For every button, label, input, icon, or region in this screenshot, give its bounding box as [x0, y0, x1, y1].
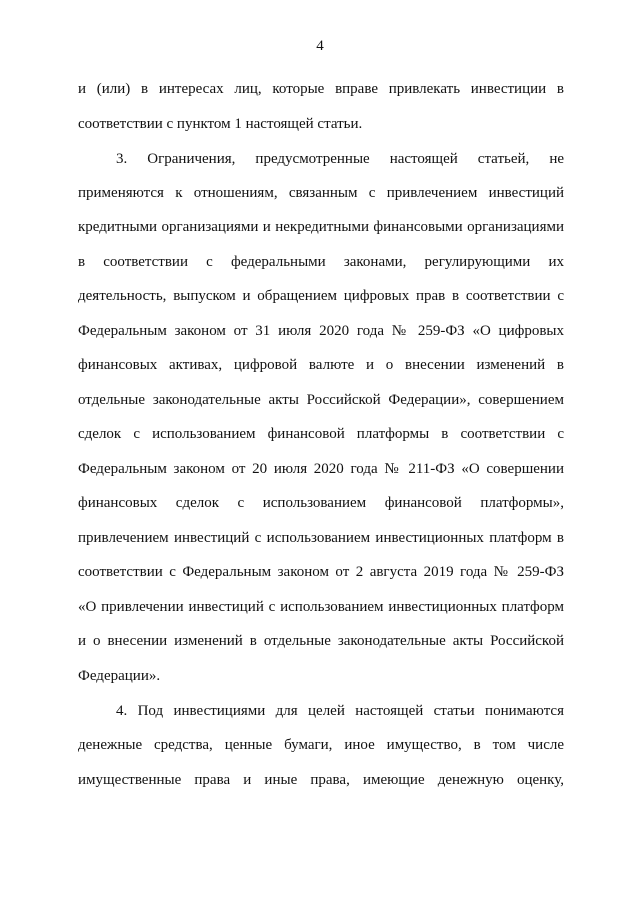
- text-line: привлечением инвестиций с использованием инвестиционных платформ в: [78, 530, 564, 546]
- text-line: отдельные законодательные акты Российской Федерации», совершением: [78, 392, 564, 408]
- text-line: и о внесении изменений в отдельные законодательные акты Российской: [78, 633, 564, 649]
- text-line: Федеральным законом от 20 июля 2020 года № 211-ФЗ «О совершении: [78, 461, 564, 477]
- paragraph-3-start: 3. Ограничения, предусмотренные настоящей статьей, не: [116, 151, 564, 167]
- text-line: Федерации».: [78, 668, 161, 684]
- text-line: кредитными организациями и некредитными финансовыми организациями: [78, 219, 564, 235]
- text-line: в соответствии с федеральными законами, регулирующими их: [78, 254, 564, 270]
- text-line: соответствии с пунктом 1 настоящей статьи.: [78, 116, 363, 132]
- text-line: деятельность, выпуском и обращением цифровых прав в соответствии с: [78, 288, 564, 304]
- text-line: денежные средства, ценные бумаги, иное имущество, в том числе: [78, 737, 564, 753]
- text-line: сделок с использованием финансовой платформы в соответствии с: [78, 426, 564, 442]
- paragraph-4-start: 4. Под инвестициями для целей настоящей статьи понимаются: [116, 703, 564, 719]
- text-line: финансовых сделок с использованием финансовой платформы»,: [78, 495, 564, 511]
- text-line: финансовых активах, цифровой валюте и о внесении изменений в: [78, 357, 564, 373]
- text-line: Федеральным законом от 31 июля 2020 года № 259-ФЗ «О цифровых: [78, 323, 564, 339]
- text-line: применяются к отношениям, связанным с привлечением инвестиций: [78, 185, 564, 201]
- text-line: имущественные права и иные права, имеющие денежную оценку,: [78, 772, 564, 788]
- text-line: и (или) в интересах лиц, которые вправе привлекать инвестиции в: [78, 81, 564, 97]
- text-line: соответствии с Федеральным законом от 2 августа 2019 года № 259-ФЗ: [78, 564, 564, 580]
- text-line: «О привлечении инвестиций с использованием инвестиционных платформ: [78, 599, 564, 615]
- page-number: 4: [316, 38, 324, 54]
